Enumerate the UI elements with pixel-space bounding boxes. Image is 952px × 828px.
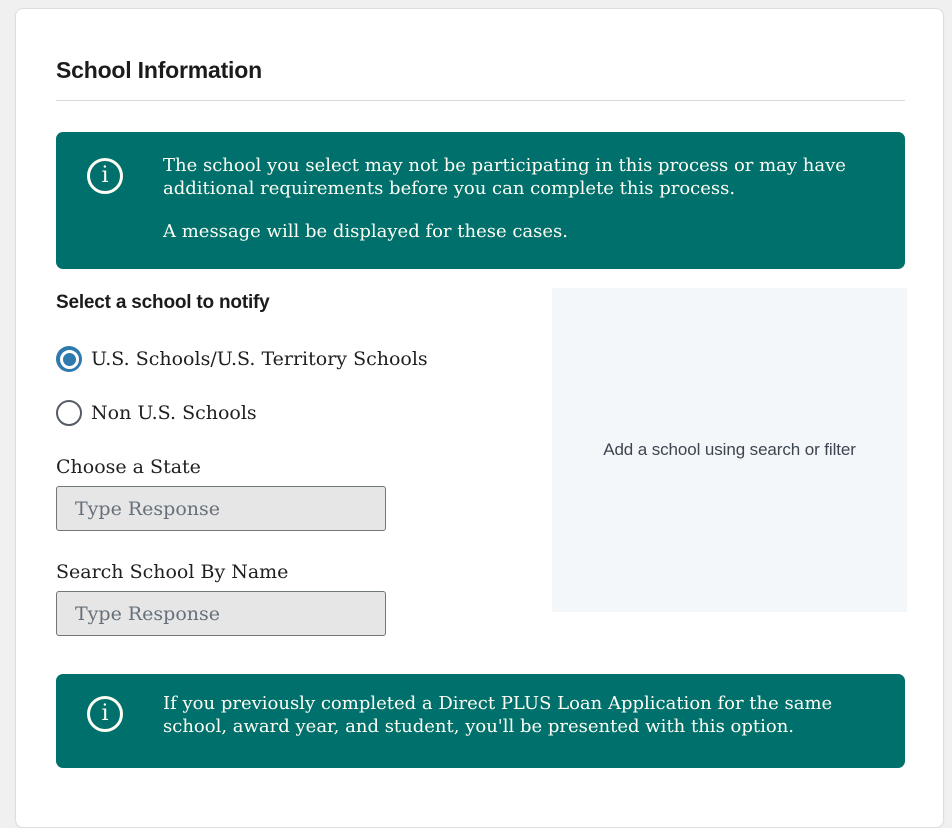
school-information-card — [15, 8, 944, 828]
info-banner-paragraph: A message will be displayed for these cases. — [163, 221, 569, 242]
results-panel-placeholder-text: Add a school using search or filter — [603, 440, 856, 459]
school-name-input[interactable] — [56, 591, 386, 636]
radio-option-non-us-schools[interactable] — [56, 400, 552, 426]
info-banner-paragraph: The school you select may not be participating in this process or may have additional requirements before you can complete this process. — [163, 155, 846, 199]
title-divider — [56, 100, 905, 101]
select-school-heading: Select a school to notify — [56, 292, 270, 313]
radio-button-us-schools[interactable] — [56, 346, 82, 372]
info-icon: i — [87, 696, 123, 732]
radio-label: U.S. Schools/U.S. Territory Schools — [91, 348, 428, 370]
info-icon: i — [87, 158, 123, 194]
state-input[interactable] — [56, 486, 386, 531]
radio-option-us-schools[interactable] — [56, 346, 552, 372]
page-title: School Information — [56, 57, 262, 83]
info-banner-plus-loan — [56, 674, 905, 768]
info-banner-text — [163, 154, 860, 243]
radio-button-non-us-schools[interactable] — [56, 400, 82, 426]
state-field-label: Choose a State — [56, 456, 201, 478]
school-name-field-label: Search School By Name — [56, 561, 289, 583]
info-banner-text — [163, 692, 860, 738]
school-results-panel — [552, 288, 907, 612]
info-banner-participation — [56, 132, 905, 269]
info-banner-paragraph: If you previously completed a Direct PLUS Loan Application for the same school, award year, and student, you'll be presented with this option. — [163, 693, 833, 737]
radio-label: Non U.S. Schools — [91, 402, 257, 424]
